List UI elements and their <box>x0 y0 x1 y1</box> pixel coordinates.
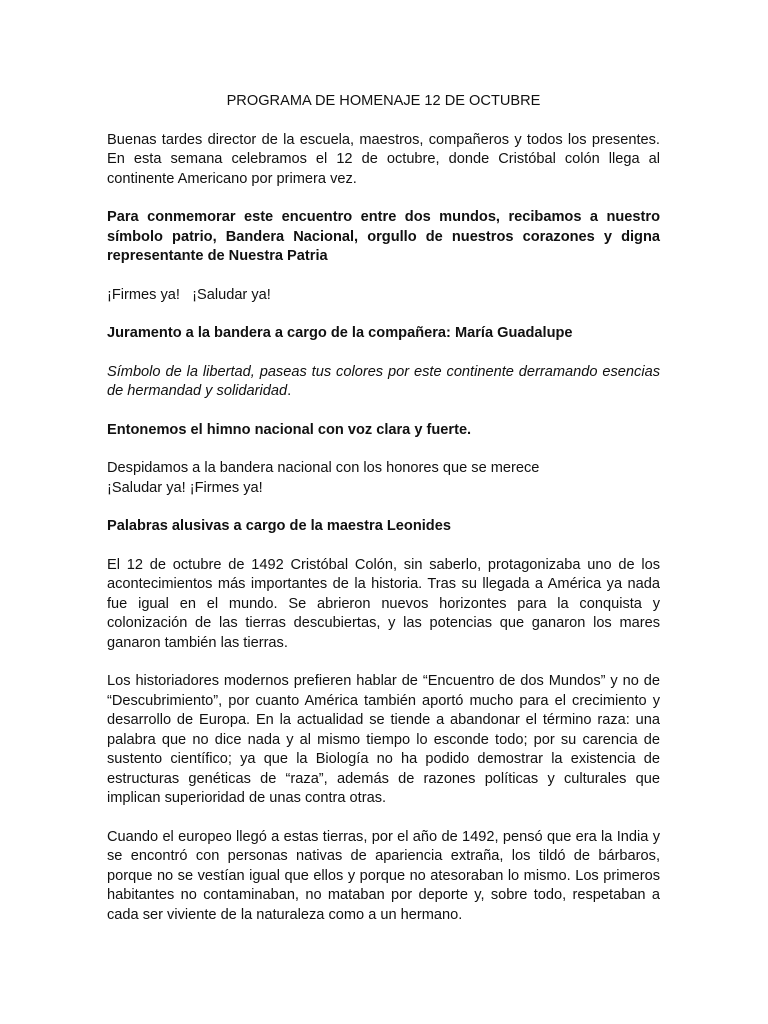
document-title: PROGRAMA DE HOMENAJE 12 DE OCTUBRE <box>226 93 541 109</box>
farewell-line-2: ¡Saludar ya! ¡Firmes ya! <box>107 479 263 496</box>
document-page <box>107 92 660 944</box>
command-line: ¡Firmes ya! ¡Saludar ya! <box>107 286 271 303</box>
oath-heading: Juramento a la bandera a cargo de la compañera: María Guadalupe <box>107 325 573 341</box>
speech-heading: Palabras alusivas a cargo de la maestra Leonides <box>107 518 451 534</box>
oath-paragraph <box>107 363 660 402</box>
flag-intro-paragraph: Para conmemorar este encuentro entre dos mundos, recibamos a nuestro símbolo patrio, Bandera Nacional, orgullo de nuestros corazones y digna representante de Nuestra Patria <box>107 209 660 264</box>
speech-paragraph-1: El 12 de octubre de 1492 Cristóbal Colón, sin saberlo, protagonizaba uno de los acontecimientos más importantes de la historia. Tras su llegada a América ya nada fue igual en el mundo. Se abrieron nuevos horizontes para la conquista y colonización de las tierras descubiertas, y las potencias que ganaron los mares ganaron también las tierras. <box>107 556 660 651</box>
oath-text: Símbolo de la libertad, paseas tus colores por este continente derramando esencias de hermandad y solidaridad <box>107 363 660 399</box>
anthem-line: Entonemos el himno nacional con voz clara y fuerte. <box>107 421 472 438</box>
farewell-line-1: Despidamos a la bandera nacional con los honores que se merece <box>107 460 540 476</box>
speech-paragraph-3: Cuando el europeo llegó a estas tierras, por el año de 1492, pensó que era la India y se encontró con personas nativas de apariencia extraña, los tildó de bárbaros, porque no se vestían igual que ellos y porque no atesoraban lo mismo. Los primeros habitantes no contaminaban, no mataban por deporte y, sobre todo, respetaban a cada ser viviente de la naturaleza como a un hermano. <box>107 828 660 923</box>
oath-period: . <box>287 383 292 399</box>
speech-paragraph-2: Los historiadores modernos prefieren hablar de “Encuentro de dos Mundos” y no de “Descubrimiento”, por cuanto América también aportó mucho para el crecimiento y desarrollo de Europa. En la actualidad se tiende a abandonar el término raza: una palabra que no dice nada y al mismo tiempo lo esconde todo; por su carencia de sustento científico; ya que la Biología no ha podido demostrar la existencia de estructuras genéticas de “raza”, además de razones políticas y culturales que implican superioridad de unas contra otras. <box>107 673 660 806</box>
farewell-paragraph <box>107 459 660 498</box>
greeting-paragraph: Buenas tardes director de la escuela, maestros, compañeros y todos los presentes. En esta semana celebramos el 12 de octubre, donde Cristóbal colón llega al continente Americano por primera vez. <box>107 131 660 187</box>
